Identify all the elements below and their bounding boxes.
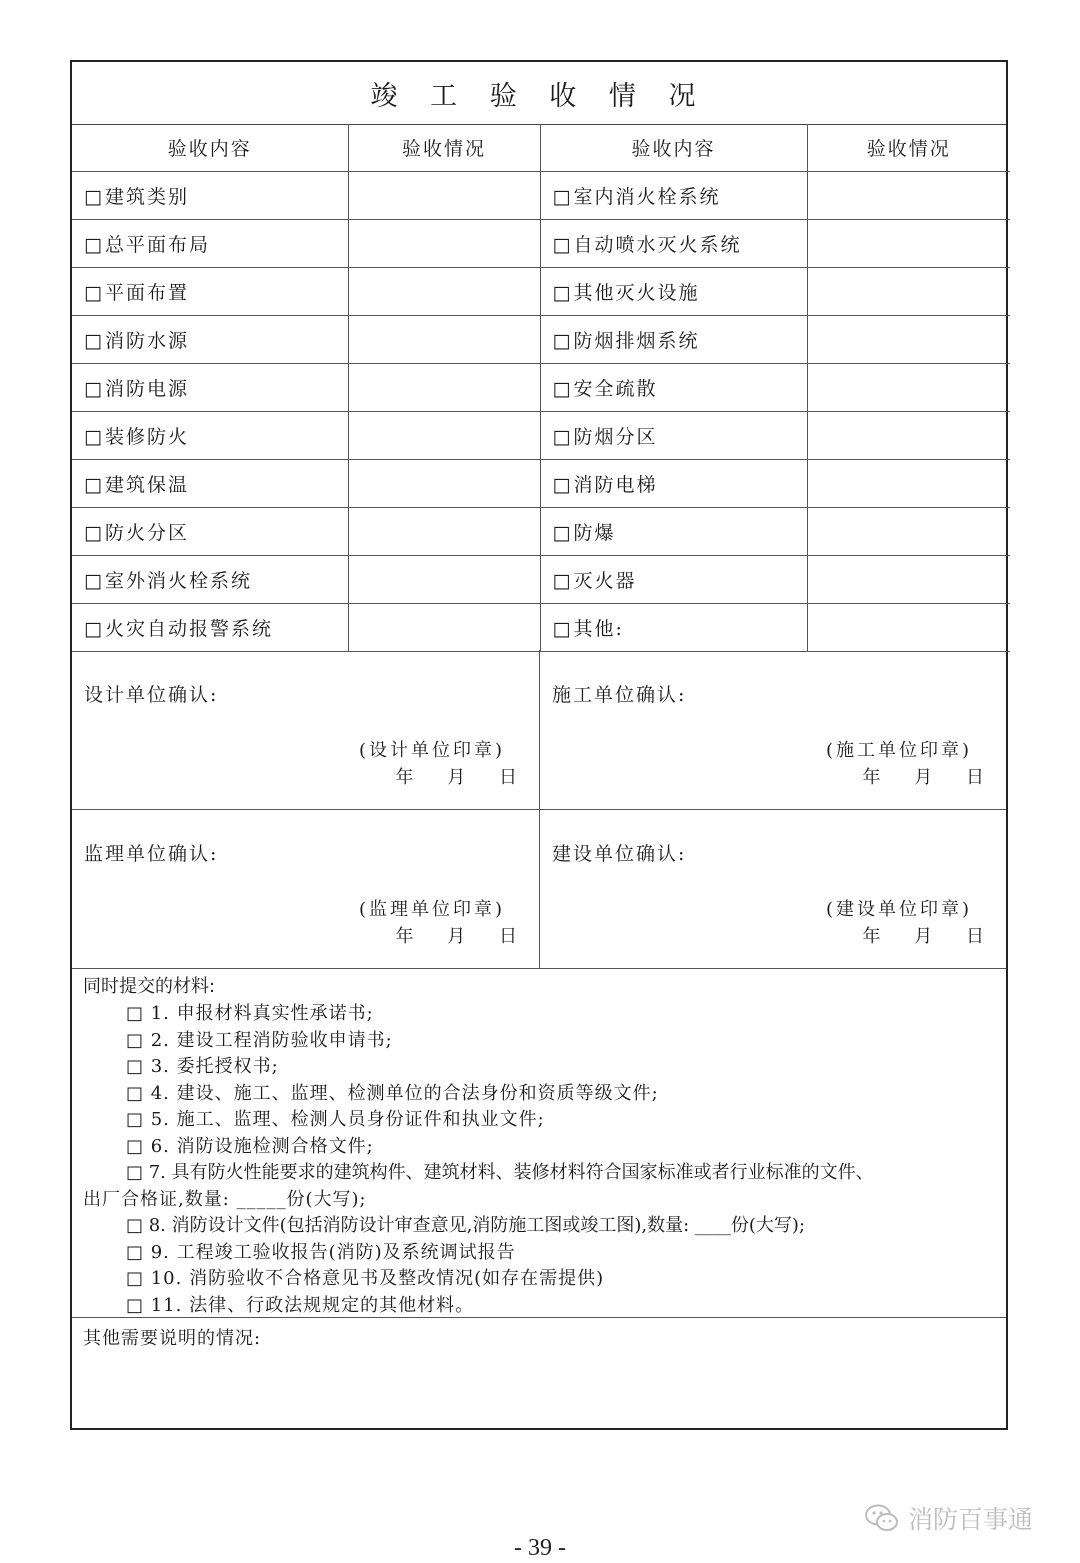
status-cell[interactable]	[348, 508, 540, 556]
watermark	[864, 1498, 1033, 1538]
owner-unit-cell[interactable]	[540, 809, 1006, 968]
submitted-materials	[72, 968, 1006, 1318]
material-item[interactable]: □ 2. 建设工程消防验收申请书;	[126, 1029, 393, 1051]
table-row	[72, 220, 1010, 268]
materials-title: 同时提交的材料:	[83, 976, 216, 997]
supervision-unit-date: 年 月 日	[395, 926, 517, 947]
status-cell[interactable]	[807, 556, 1010, 604]
table-row	[72, 364, 1010, 412]
status-cell[interactable]	[807, 508, 1010, 556]
status-cell[interactable]	[348, 604, 540, 652]
item-water-source[interactable]: □ 消防水源	[72, 316, 348, 364]
item-fire-elevator[interactable]: □ 消防电梯	[540, 460, 807, 508]
form-title: 竣 工 验 收 情 况	[72, 62, 1006, 125]
notes-section[interactable]	[72, 1318, 1006, 1430]
item-evacuation[interactable]: □ 安全疏散	[540, 364, 807, 412]
item-other-extinguishing[interactable]: □ 其他灭火设施	[540, 268, 807, 316]
item-smoke-zone[interactable]: □ 防烟分区	[540, 412, 807, 460]
construction-unit-label: 施工单位确认:	[552, 684, 687, 706]
table-row	[72, 172, 1010, 220]
item-fire-zone[interactable]: □ 防火分区	[72, 508, 348, 556]
page-number: - 39 -	[514, 1535, 566, 1561]
status-cell[interactable]	[807, 316, 1010, 364]
supervision-unit-seal: (监理单位印章)	[358, 899, 505, 920]
design-unit-label: 设计单位确认:	[84, 684, 219, 706]
acceptance-table	[72, 124, 1010, 652]
item-sprinkler[interactable]: □ 自动喷水灭火系统	[540, 220, 807, 268]
status-cell[interactable]	[348, 268, 540, 316]
material-item[interactable]: □ 1. 申报材料真实性承诺书;	[126, 1003, 374, 1024]
status-cell[interactable]	[348, 316, 540, 364]
status-cell[interactable]	[807, 412, 1010, 460]
status-cell[interactable]	[807, 268, 1010, 316]
item-site-layout[interactable]: □ 总平面布局	[72, 220, 348, 268]
item-floor-plan[interactable]: □ 平面布置	[72, 268, 348, 316]
header-content-left: 验收内容	[72, 124, 348, 172]
item-building-category[interactable]: □ 建筑类别	[72, 172, 348, 220]
owner-unit-date: 年 月 日	[862, 926, 984, 947]
item-decoration-fireproof[interactable]: □ 装修防火	[72, 412, 348, 460]
table-row	[72, 316, 1010, 364]
material-item[interactable]: □ 9. 工程竣工验收报告(消防)及系统调试报告	[126, 1241, 516, 1263]
header-status-left: 验收情况	[348, 124, 540, 172]
material-item-continuation: 出厂合格证,数量: _____份(大写);	[83, 1188, 367, 1210]
status-cell[interactable]	[348, 556, 540, 604]
material-item[interactable]: □ 7. 具有防火性能要求的建筑构件、建筑材料、装修材料符合国家标准或者行业标准的文件、	[126, 1162, 874, 1183]
wechat-icon	[864, 1503, 900, 1533]
material-item[interactable]: □ 8. 消防设计文件(包括消防设计审查意见,消防施工图或竣工图),数量: ____份(大写);	[126, 1215, 806, 1236]
status-cell[interactable]	[348, 460, 540, 508]
item-explosion-proof[interactable]: □ 防爆	[540, 508, 807, 556]
notes-label: 其他需要说明的情况:	[83, 1328, 262, 1349]
material-item[interactable]: □ 4. 建设、施工、监理、检测单位的合法身份和资质等级文件;	[126, 1082, 659, 1104]
status-cell[interactable]	[348, 412, 540, 460]
status-cell[interactable]	[807, 364, 1010, 412]
status-cell[interactable]	[807, 460, 1010, 508]
status-cell[interactable]	[348, 364, 540, 412]
owner-unit-seal: (建设单位印章)	[825, 899, 972, 920]
construction-unit-date: 年 月 日	[862, 767, 984, 788]
watermark-text: 消防百事通	[908, 1505, 1034, 1534]
table-header-row	[72, 124, 1010, 172]
status-cell[interactable]	[807, 220, 1010, 268]
owner-unit-label: 建设单位确认:	[552, 843, 687, 865]
item-fire-alarm[interactable]: □ 火灾自动报警系统	[72, 604, 348, 652]
item-other[interactable]: □ 其他:	[540, 604, 807, 652]
material-item[interactable]: □ 6. 消防设施检测合格文件;	[126, 1135, 374, 1157]
item-smoke-exhaust[interactable]: □ 防烟排烟系统	[540, 316, 807, 364]
table-row	[72, 268, 1010, 316]
item-extinguisher[interactable]: □ 灭火器	[540, 556, 807, 604]
table-row	[72, 412, 1010, 460]
supervision-unit-label: 监理单位确认:	[84, 843, 219, 865]
status-cell[interactable]	[807, 604, 1010, 652]
design-unit-cell[interactable]	[72, 650, 540, 809]
supervision-unit-cell[interactable]	[72, 809, 540, 968]
status-cell[interactable]	[348, 220, 540, 268]
status-cell[interactable]	[807, 172, 1010, 220]
status-cell[interactable]	[348, 172, 540, 220]
design-unit-seal: (设计单位印章)	[358, 740, 505, 761]
item-insulation[interactable]: □ 建筑保温	[72, 460, 348, 508]
table-row	[72, 508, 1010, 556]
header-status-right: 验收情况	[807, 124, 1010, 172]
table-row	[72, 460, 1010, 508]
header-content-right: 验收内容	[540, 124, 807, 172]
table-row	[72, 604, 1010, 652]
material-item[interactable]: □ 10. 消防验收不合格意见书及整改情况(如存在需提供)	[126, 1268, 605, 1289]
construction-unit-seal: (施工单位印章)	[825, 740, 972, 761]
construction-unit-cell[interactable]	[540, 650, 1006, 809]
material-item[interactable]: □ 3. 委托授权书;	[126, 1056, 279, 1077]
item-indoor-hydrant[interactable]: □ 室内消火栓系统	[540, 172, 807, 220]
material-item[interactable]: □ 5. 施工、监理、检测人员身份证件和执业文件;	[126, 1109, 545, 1130]
signature-row-1	[72, 650, 1006, 810]
item-outdoor-hydrant[interactable]: □ 室外消火栓系统	[72, 556, 348, 604]
signature-row-2	[72, 809, 1006, 969]
material-item[interactable]: □ 11. 法律、行政法规规定的其他材料。	[126, 1294, 475, 1316]
acceptance-form	[70, 60, 1008, 1430]
design-unit-date: 年 月 日	[395, 767, 517, 788]
table-row	[72, 556, 1010, 604]
item-power-source[interactable]: □ 消防电源	[72, 364, 348, 412]
